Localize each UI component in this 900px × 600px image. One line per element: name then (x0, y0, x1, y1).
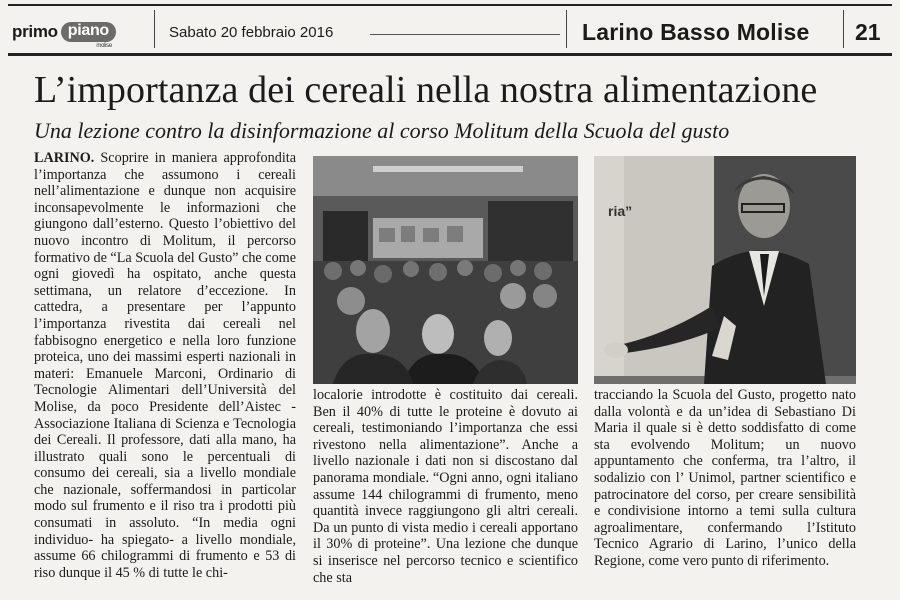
masthead-logo (12, 20, 116, 49)
article-column-1 (34, 150, 296, 581)
column-3-text: tracciando la Scuola del Gusto, progetto nato dalla volontà e da un’idea di Sebastiano Di Maria il quale si è detto soddisfatto di come sta evolvendo Molitum; un nuovo appuntamento che conferma, tra l’altro, il sodalizio con l’ Unimol, partner scientifico e patrocinatore del corso, per creare sensibilità e condivisione intorno a temi sulla cultura agroalimentare, confermando l’Istituto Tecnico Agrario di Larino, l’unico della Regione, come vero punto di riferimento. (594, 387, 856, 569)
page-number: 21 (855, 19, 881, 45)
article-column-2 (313, 387, 578, 586)
logo-piano: piano molise (61, 22, 116, 42)
dateline: LARINO. (34, 150, 95, 166)
column-1-text: Scoprire in maniera approfondita l’importanza che assumono i cereali nell’alimentazione e dunque non acquisire inconsapevolmente le informazioni che giungono dall’esterno. Questo l’obiettivo del nuovo incontro di Molitum, il percorso formativo de “La Scuola del Gusto” che come ogni giovedì ha ospitato, anche questa settimana, un relatore d’eccezione. In cattedra, a presentare per l’appunto l’importanza rivestita dai cereali nel fabbisogno energetico e nella loro funzione proteica, uno dei massimi esperti nazionali in materi: Emanuele Marconi, Ordinario di Tecnologie Alimentari dell’Università del Molise, da poco Presidente dell’Aistec - Associazione Italiana di Scienza e Tecnologia dei Cereali. Il professore, dati alla mano, ha illustrato quali sono le percentuali di consumo dei cereali, sia a livello mondiale che nazionale, soffermandosi in particolar modo sul frumento e il riso tra i prodotti più consumati in assoluto. “In media ogni individuo- ha spiegato- a livello mondiale, assume 66 chilogrammi di frumento e 53 di riso dunque il 45 % di tutte le chi- (34, 150, 297, 581)
issue-date: Sabato 20 febbraio 2016 (169, 24, 334, 41)
header-rule (370, 34, 560, 35)
header-divider (154, 10, 155, 48)
logo-primo: primo (12, 22, 58, 41)
logo-molise: molise (96, 43, 112, 49)
header-divider (566, 10, 567, 48)
header-divider (843, 10, 844, 48)
header-top-rule (8, 4, 892, 6)
section-title: Larino Basso Molise (582, 19, 810, 45)
article-headline: L’importanza dei cereali nella nostra alimentazione (34, 69, 818, 111)
header-bottom-rule (8, 53, 892, 56)
article-subheadline: Una lezione contro la disinformazione al corso Molitum della Scuola del gusto (34, 118, 730, 143)
wall-poster-text: ria” (608, 203, 633, 219)
page-header (0, 0, 900, 58)
photo-audience (313, 156, 578, 384)
column-2-text: localorie introdotte è costituito dai cereali. Ben il 40% di tutte le proteine è dovuto ai cereali, testimoniando l’importanza che essi rivestono nella alimentazione”. Anche a livello nazionale i dati non si discostano dal panorama mondiale. “Ogni anno, ogni italiano assume 144 chilogrammi di frumento, meno quantità invece raggiungono gli altri cereali. Da un punto di vista medio i cereali apportano il 30% di proteine”. Una lezione che dunque si inserisce nel percorso tecnico e scientifico che sta (313, 387, 578, 586)
photo-speaker (594, 156, 856, 384)
article-column-3 (594, 387, 856, 570)
